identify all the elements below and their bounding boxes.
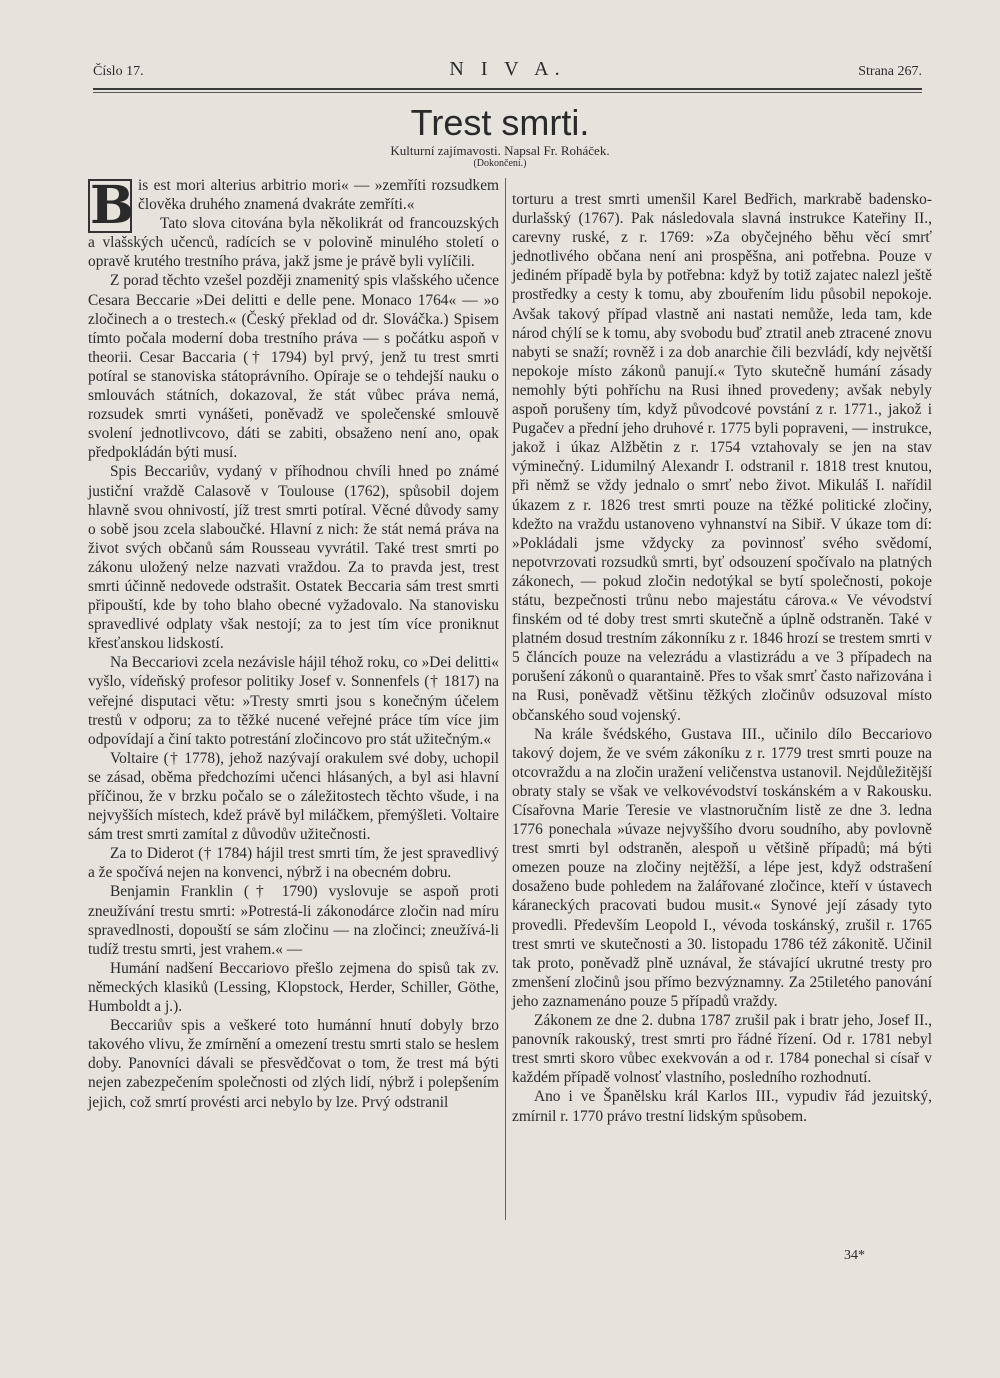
paragraph: torturu a trest smrti umenšil Karel Bedřich, markrabě badensko-durlašský (1767). Pak následovala slavná instrukce Kateřiny II., carevny ruské, z r. 1769: »Za obyčejného běhu věcí smrť jednotlivého občana není ani prospěšna, ani potřebna. Pouze v jediném případě byla by potřebna: když by totiž zajatec nalezl ještě prostředky a cesty k tomu, aby zbouřením lidu působil nepokoje. Avšak takový případ vlastně ani nastati nemůže, leda tam, kde národ chýlí se k tomu, aby svobodu buď ztratil aneb ztracené znovu nabyti se snaží; rovněž i za dob anarchie čili bezvládí, kdy největší nepokoje místo zákonů panují.« Tyto skutečně humání zásady nemohly býti pohříchu na Rusi ihned provedeny; avšak nebyly aspoň porušeny tím, když původcové povstání z r. 1771., jakož i Pugačev a přední jeho druhové r. 1775 byli popraveni, — instrukce, jakož i úkaz Alžbětin z r. 1754 vztahovaly se jen na stav výminečný. Lidumilný Alexandr I. odstranil r. 1818 trest knutou, při němž se vždy jednalo o smrť nebo život. Mikuláš I. nařídil úkazem z r. 1826 trest smrti pouze na těžké politické zločiny, kdežto na vraždu ustanoveno vyhnanství na Sibiř. V úkaze tom dí: »Pokládali jsme vždycky za povinnosť svého svědomí, nepotvrzovati rozsudků smrti, byť odsouzení spočívalo na platných zákonech, — pokud zločin nedotýkal se bytí společnosti, pokoje státu, bezpečnosti trůnu nebo majestátu cárova.« Ve vévodství finském od té doby trest smrti skutečně a úplně odstraněn. Také v platném dosud trestním zákonníku z r. 1846 hrozí se trestem smrti v 5 článcích pouze na velezrádu a vlastizrádu a ve 3 případech na porušení zákonů o quarantaině. Přes to však smrť často nařizována i na Rusi, poněvadž většinu těžkých zločinův odsuzoval místo občanského soud vojenský. <box>512 191 932 724</box>
right-column <box>512 190 932 1126</box>
header-rule-thin <box>93 92 922 93</box>
running-header <box>93 58 922 88</box>
paragraph: Za to Diderot († 1784) hájil trest smrti tím, že jest spravedlivý a že spočívá nejen na konvenci, nýbrž i na obecném dobru. <box>88 845 499 882</box>
article-title: Trest smrti. <box>410 102 590 143</box>
paragraph: Zákonem ze dne 2. dubna 1787 zrušil pak i bratr jeho, Josef II., panovník rakouský, trest smrti pro řádné řízení. Od r. 1781 nebyl trest smrti skoro vůbec exekvován a od r. 1784 ponechal si císař v každém případě volnosť vlastního, posledního rozhodnutí. <box>512 1012 932 1087</box>
paragraph: Tato slova citována byla několikrát od francouzských a vlašských učenců, radících se v polovině minulého století o opravě krutého trestního práva, jakž jsme je právě byli vylíčili. <box>88 215 499 271</box>
column-divider <box>505 178 506 1220</box>
paragraph: Na krále švédského, Gustava III., učinilo dílo Beccariovo takový dojem, že ve svém zákoníku z r. 1779 trest smrti pouze na otcovraždu a na zločin uražení veličenstva ustanovil. Nejdůležitější obraty staly se však ve velkovévodství toskánském a v Rakousku. Císařovna Marie Teresie ve vlastnoručním listě ze dne 3. ledna 1776 ponechala »úvaze nejvyššího dvoru soudního, aby povlovně trest smrti byl odstraněn, alespoň u většině případů; má býti omezen pouze na zločiny nejtěžší, a lépe jest, když odstrašení dosaženo bude pohledem na žalářované zločince, kteří v ústavech káraneckých pracovati budou musit.« Synové její zásady tyto provedli. Především Leopold I., vévoda toskánský, zrušil r. 1765 trest smrti ve skutečnosti a 30. listopadu 1786 též zákonitě. Učinil tak proto, poněvadž plně uznával, že stávající ukrutné tresty pro zmenšení zločinů jsou přímo bezvýznamny. Za 25tiletého panování jeho zaznamenáno pouze 5 případů vraždy. <box>512 725 932 1010</box>
paragraph: Humání nadšení Beccariovo přešlo zejmena do spisů tak zv. německých klasiků (Lessing, Klopstock, Herder, Schiller, Göthe, Humboldt a j.). <box>88 959 499 1016</box>
continued-note: (Dokončení.) <box>473 158 527 169</box>
issue-number: Číslo 17. <box>93 64 144 79</box>
journal-name: N I V A. <box>449 58 566 80</box>
header-rule <box>93 88 922 90</box>
paragraph: Spis Beccariův, vydaný v příhodnou chvíli hned po známé justiční vraždě Calasově v Toulouse (1762), spůsobil dojem hlavně svou ohnivostí, jíž trest smrti potíral. Věcné důvody samy o sobě jsou zcela slaboučké. Hlavní z nich: že stát nemá práva na život svých občanů sám Rousseau vyvrátil. Také trest smrti po zákonu uložený nelze nazvati vraždou. Za to pravda jest, trest smrti účinně nedovede odstrašit. Ostatek Beccaria sám trest smrti připouští, kde by toho blaho obecné vyžadovalo. Na stanovisku spravedlivé odplaty však nestojí; za to jest tím více proniknut křesťanskou lidskostí. <box>88 463 499 653</box>
paragraph: Benjamin Franklin († 1790) vyslovuje se aspoň proti zneužívání trestu smrti: »Potrestá-li zákonodárce zločin nad míru spravedlnosti, dopouští se sám zločinu — na zločinci; zneužívá-li tudíž trestu smrti, jest vrahem.« — <box>88 883 499 958</box>
drop-cap-initial: B <box>90 175 134 236</box>
paragraph: Z porad těchto vzešel později znamenitý spis vlašského učence Cesara Beccarie »Dei delitti e delle pene. Monaco 1764« — »o zločinech a o trestech.« (Český překlad od dr. Slováčka.) Spisem tímto počala moderní doba trestního práva — s počátku aspoň v theorii. Cesar Baccaria († 1794) byl prvý, jenž tu trest smrti potíral se stanoviska státoprávního. Opíraje se o tehdejší nauku o smlouvách státních, dokazoval, že stát vůbec práva nemá, rozsudek smrti vynášeti, poněvadž ve společenské smlouvě svolení jednotlivcovo, dáti se zabiti, obsaženo není ano, opak předpokládán býti musí. <box>88 272 499 462</box>
article-subtitle: Kulturní zajímavosti. Napsal Fr. Roháček. <box>390 143 610 158</box>
left-column <box>88 176 499 1112</box>
paragraph: Ano i ve Španělsku král Karlos III., vypudiv řád jezuitský, zmírnil r. 1770 právo trestní lidským spůsobem. <box>512 1088 932 1125</box>
page-number: Strana 267. <box>858 64 922 79</box>
sheet-signature: 34* <box>844 1248 865 1263</box>
paragraph: Na Beccariovi zcela nezávisle hájil téhož roku, co »Dei delitti« vyšlo, vídeňský profesor politiky Josef v. Sonnenfels († 1817) na veřejné disputaci větu: »Tresty smrti jsou s konečným účelem trestů v odporu; za to těžké nucené veřejné práce tím více jim odpovídají a činí takto potrestání zločincovo pro stát užitečným.« <box>88 654 499 748</box>
paragraph: B is est mori alterius arbitrio mori« — »zemříti rozsudkem člověka druhého znamená dvakráte zemříti.« <box>90 175 499 236</box>
paragraph: Voltaire († 1778), jehož nazývají orakulem své doby, uchopil se zásad, oběma předchozími učenci hlásaných, a byl asi hlavní příčinou, že v brzku počalo se o záležitostech těchto všude, i na nejvyšších místech, kdež právě byl miláčkem, přemýšleti. Voltaire sám trest smrti zamítal z důvodův užitečnosti. <box>88 749 499 844</box>
paragraph: Beccariův spis a veškeré toto humánní hnutí dobyly brzo takového vlivu, že zmírnění a omezení trestu smrti stalo se heslem doby. Panovníci dávali se přesvědčovat o tom, že trest má býti nejen zabezpečením společnosti od zlých lidí, nýbrž i polepšením jejich, což smrtí provésti arci nebylo by lze. Prvý odstranil <box>88 1017 499 1111</box>
